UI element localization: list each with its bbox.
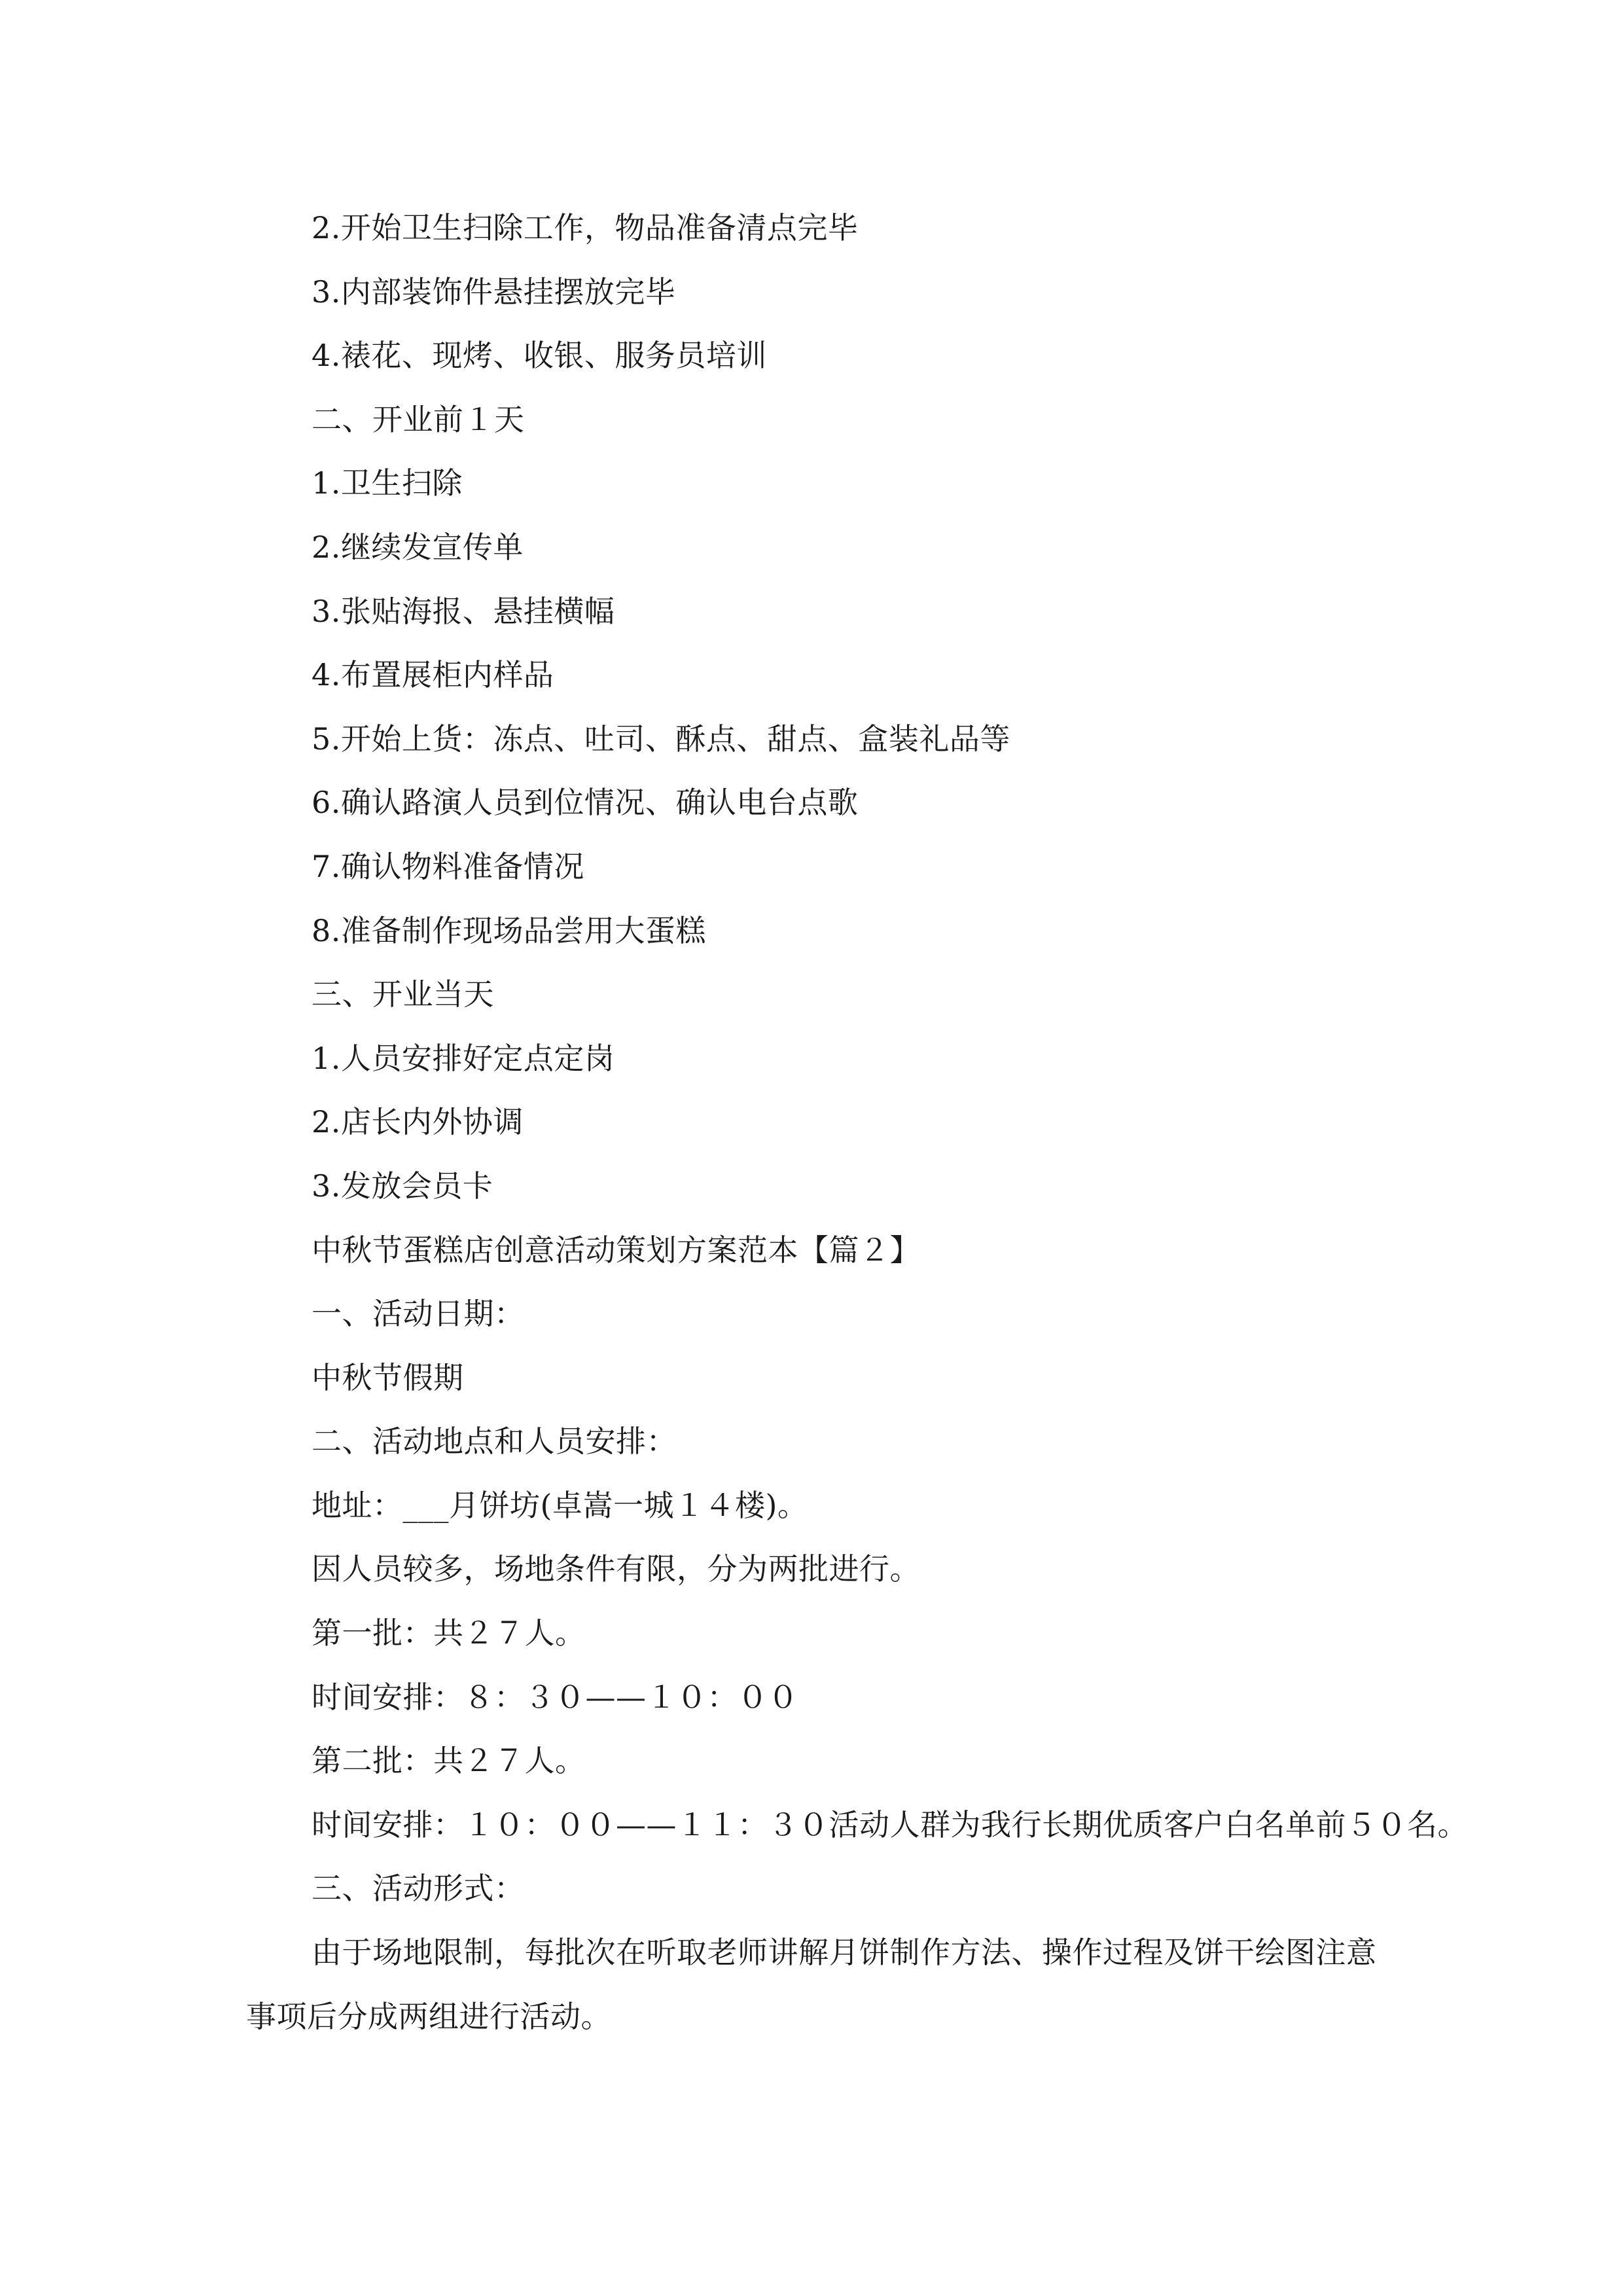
- text-line: 3.发放会员卡: [312, 1168, 493, 1204]
- section-heading: 二、活动地点和人员安排：: [312, 1424, 677, 1460]
- section-heading: 三、开业当天: [312, 977, 494, 1013]
- body-paragraph: 由于场地限制，每批次在听取老师讲解月饼制作方法、操作过程及饼干绘图注意事项后分成两组进行活动。: [246, 1935, 1377, 2034]
- text-line: 3.张贴海报、悬挂横幅: [312, 593, 615, 629]
- text-line: 8.准备制作现场品尝用大蛋糕: [312, 912, 706, 948]
- text-line: 2.开始卫生扫除工作，物品准备清点完毕: [312, 210, 859, 245]
- text-line: 5.开始上货：冻点、吐司、酥点、甜点、盒装礼品等: [312, 721, 1010, 757]
- text-line: 1.卫生扫除: [312, 465, 463, 501]
- text-line: 时间安排：８：３０——１０：００: [312, 1679, 798, 1715]
- text-line: 2.继续发宣传单: [312, 529, 524, 565]
- text-line: 2.店长内外协调: [312, 1104, 524, 1140]
- text-line: 地址：___月饼坊(卓嵩一城１４楼)。: [312, 1487, 808, 1523]
- text-line: 3.内部装饰件悬挂摆放完毕: [312, 274, 676, 310]
- text-line: 6.确认路演人员到位情况、确认电台点歌: [312, 785, 859, 821]
- document-body: [246, 196, 1468, 2049]
- text-line: 1.人员安排好定点定岗: [312, 1040, 615, 1076]
- section-heading: 一、活动日期：: [312, 1296, 525, 1332]
- section-heading: 三、活动形式：: [312, 1871, 525, 1907]
- text-line: 因人员较多，场地条件有限，分为两批进行。: [312, 1551, 920, 1587]
- text-line: 时间安排：１０：００——１１：３０活动人群为我行长期优质客户白名单前５０名。: [312, 1806, 1468, 1842]
- section-heading: 二、开业前１天: [312, 401, 525, 437]
- text-line: 中秋节假期: [312, 1359, 464, 1395]
- text-line: 第二批：共２７人。: [312, 1743, 586, 1779]
- text-line: 第一批：共２７人。: [312, 1615, 586, 1651]
- text-line: 7.确认物料准备情况: [312, 848, 584, 884]
- text-line: 4.布置展柜内样品: [312, 657, 554, 693]
- document-title: 中秋节蛋糕店创意活动策划方案范本【篇２】: [312, 1232, 920, 1268]
- text-line: 4.裱花、现烤、收银、服务员培训: [312, 338, 767, 374]
